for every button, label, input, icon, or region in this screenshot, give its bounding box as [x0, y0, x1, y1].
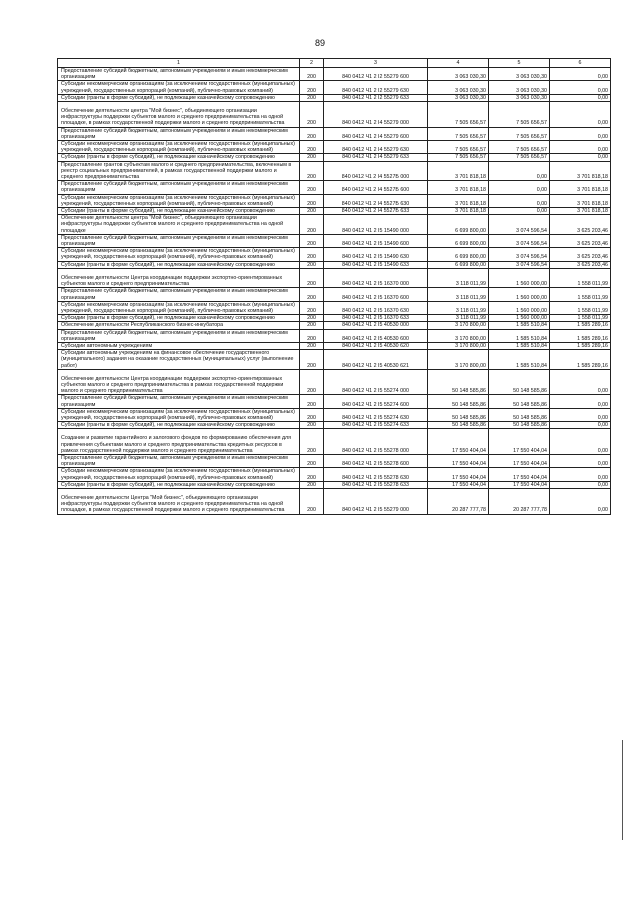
table-row: [58, 329, 611, 342]
budget-table: [57, 58, 611, 515]
row-amount-remaining: 1 558 011,99: [550, 288, 611, 301]
row-amount-total: 3 118 011,99: [428, 301, 489, 314]
row-amount-executed: 0,00: [489, 161, 550, 181]
row-name: Обеспечение деятельности Центра координации поддержки экспортно-ориентированных субъектов малого и среднего предпринимательства в рамках государственной поддержки малого и среднего предпринимательства: [58, 369, 300, 395]
table-row: [58, 488, 611, 514]
row-amount-total: 6 699 800,00: [428, 248, 489, 261]
row-kbk: 840 0412 Ч1 2 I5 16370 630: [324, 301, 428, 314]
row-amount-executed: 1 560 000,00: [489, 315, 550, 322]
row-amount-executed: 7 505 656,57: [489, 154, 550, 161]
table-row: [58, 194, 611, 207]
row-kbk: 840 0412 Ч1 2 I5 55274 630: [324, 408, 428, 421]
row-kbk: 840 0412 Ч1 2 I4 5527Б 633: [324, 208, 428, 215]
row-code: 200: [300, 322, 324, 329]
table-row: [58, 468, 611, 481]
table-row: [58, 94, 611, 101]
row-amount-total: 50 148 585,86: [428, 395, 489, 408]
row-name: Предоставление субсидий бюджетным, автономным учреждениям и иным некоммерческим организациям: [58, 234, 300, 247]
row-amount-remaining: 0,00: [550, 454, 611, 467]
row-name: Предоставление субсидий бюджетным, автономным учреждениям и иным некоммерческим организациям: [58, 454, 300, 467]
row-amount-total: 6 699 800,00: [428, 261, 489, 268]
row-name: Предоставление субсидий бюджетным, автономным учреждениям и иным некоммерческим организациям: [58, 288, 300, 301]
row-amount-remaining: 0,00: [550, 102, 611, 128]
row-kbk: 840 0412 Ч1 2 I5 16370 000: [324, 268, 428, 287]
row-amount-remaining: 3 701 818,18: [550, 194, 611, 207]
row-kbk: 840 0412 Ч1 2 I5 15490 000: [324, 215, 428, 235]
row-amount-remaining: 1 585 289,16: [550, 342, 611, 349]
row-code: 200: [300, 301, 324, 314]
table-row: [58, 268, 611, 287]
row-amount-remaining: 0,00: [550, 408, 611, 421]
row-amount-total: 17 550 404,04: [428, 468, 489, 481]
table-row: [58, 68, 611, 81]
table-row: [58, 429, 611, 455]
row-name: Предоставление субсидий бюджетным, автономным учреждениям и иным некоммерческим организациям: [58, 127, 300, 140]
row-amount-total: 3 063 030,30: [428, 81, 489, 94]
row-name: Субсидии (гранты в форме субсидий), не подлежащие казначейскому сопровождению: [58, 315, 300, 322]
row-name: Субсидии (гранты в форме субсидий), не подлежащие казначейскому сопровождению: [58, 261, 300, 268]
row-kbk: 840 0412 Ч1 2 I5 40530 620: [324, 342, 428, 349]
row-amount-executed: 3 074 596,54: [489, 261, 550, 268]
row-kbk: 840 0412 Ч1 2 I5 55278 000: [324, 429, 428, 455]
row-kbk: 840 0412 Ч1 2 I5 55278 633: [324, 481, 428, 488]
row-amount-total: 50 148 585,86: [428, 408, 489, 421]
row-amount-remaining: 0,00: [550, 94, 611, 101]
table-row: [58, 215, 611, 235]
row-kbk: 840 0412 Ч1 2 I4 5527Б 000: [324, 161, 428, 181]
row-code: 200: [300, 102, 324, 128]
row-amount-total: 17 550 404,04: [428, 481, 489, 488]
table-row: [58, 127, 611, 140]
row-amount-executed: 50 148 585,86: [489, 395, 550, 408]
table-row: [58, 234, 611, 247]
row-amount-remaining: 1 558 011,99: [550, 301, 611, 314]
row-amount-total: 3 063 030,30: [428, 94, 489, 101]
row-amount-remaining: 1 585 289,16: [550, 329, 611, 342]
row-code: 200: [300, 422, 324, 429]
row-name: Субсидии (гранты в форме субсидий), не подлежащие казначейскому сопровождению: [58, 481, 300, 488]
row-amount-total: 3 170 800,00: [428, 342, 489, 349]
row-code: 200: [300, 315, 324, 322]
row-name: Субсидии некоммерческим организациям (за исключением государственных (муниципальных) учреждений, государственных корпораций (компаний), публично-правовых компаний): [58, 468, 300, 481]
row-amount-executed: 50 148 585,86: [489, 408, 550, 421]
row-code: 200: [300, 468, 324, 481]
row-kbk: 840 0412 Ч1 2 I5 55274 000: [324, 369, 428, 395]
row-amount-remaining: 0,00: [550, 81, 611, 94]
row-amount-executed: 50 148 585,86: [489, 369, 550, 395]
row-amount-remaining: 3 625 203,46: [550, 215, 611, 235]
row-kbk: 840 0412 Ч1 2 I5 55274 633: [324, 422, 428, 429]
row-amount-executed: 0,00: [489, 208, 550, 215]
row-amount-executed: 7 505 656,57: [489, 127, 550, 140]
row-kbk: 840 0412 Ч1 2 I2 55279 633: [324, 94, 428, 101]
table-row: [58, 350, 611, 370]
row-code: 200: [300, 141, 324, 154]
row-code: 200: [300, 288, 324, 301]
row-amount-executed: 1 560 000,00: [489, 301, 550, 314]
row-code: 200: [300, 488, 324, 514]
row-amount-total: 3 701 818,18: [428, 194, 489, 207]
row-name: Обеспечение деятельности центра "Мой бизнес", объединяющего организации инфраструктуры поддержки субъектов малого и среднего предпринимательства на одной площадке: [58, 215, 300, 235]
row-amount-total: 3 118 011,99: [428, 315, 489, 322]
row-amount-remaining: 0,00: [550, 127, 611, 140]
row-name: Обеспечение деятельности центра "Мой бизнес", объединяющего организации инфраструктуры поддержки субъектов малого и среднего предпринимательства на одной площадке, в рамках государственной поддержки малого и среднего предпринимательства: [58, 102, 300, 128]
row-kbk: 840 0412 Ч1 2 I5 40530 000: [324, 322, 428, 329]
row-amount-remaining: 1 558 011,99: [550, 268, 611, 287]
row-name: Субсидии некоммерческим организациям (за исключением государственных (муниципальных) учреждений, государственных корпораций (компаний), публично-правовых компаний): [58, 408, 300, 421]
row-name: Субсидии некоммерческим организациям (за исключением государственных (муниципальных) учреждений, государственных корпораций (компаний), публично-правовых компаний): [58, 194, 300, 207]
row-amount-total: 3 170 800,00: [428, 329, 489, 342]
row-amount-total: 3 701 818,18: [428, 161, 489, 181]
row-amount-total: 7 505 656,57: [428, 102, 489, 128]
row-amount-executed: 3 074 596,54: [489, 215, 550, 235]
row-amount-executed: 0,00: [489, 194, 550, 207]
row-kbk: 840 0412 Ч1 2 I5 15490 633: [324, 261, 428, 268]
row-kbk: 840 0412 Ч1 2 I5 15490 630: [324, 248, 428, 261]
row-amount-remaining: 3 701 818,18: [550, 161, 611, 181]
row-kbk: 840 0412 Ч1 2 I5 55274 600: [324, 395, 428, 408]
row-amount-remaining: 3 701 818,18: [550, 181, 611, 194]
header-row: [58, 59, 611, 68]
row-amount-total: 3 118 011,99: [428, 288, 489, 301]
row-kbk: 840 0412 Ч1 2 I5 16370 633: [324, 315, 428, 322]
row-amount-remaining: 0,00: [550, 422, 611, 429]
row-amount-total: 3 170 800,00: [428, 322, 489, 329]
row-code: 200: [300, 350, 324, 370]
row-amount-total: 3 701 818,18: [428, 181, 489, 194]
row-name: Создание и развитие гарантийного и залогового фондов по формированию обеспечения для привлечения субъектами малого и среднего предпринимательства кредитных ресурсов в рамках государственной поддержки малого и среднего предпринимательства: [58, 429, 300, 455]
row-name: Субсидии автономным учреждениям на финансовое обеспечение государственного (муниципального) задания на оказание государственных (муниципальных) услуг (выполнение работ): [58, 350, 300, 370]
table-row: [58, 369, 611, 395]
row-code: 200: [300, 342, 324, 349]
row-name: Субсидии некоммерческим организациям (за исключением государственных (муниципальных) учреждений, государственных корпораций (компаний), публично-правовых компаний): [58, 141, 300, 154]
table-header: [58, 59, 611, 68]
row-kbk: 840 0412 Ч1 2 I4 55279 000: [324, 102, 428, 128]
row-kbk: 840 0412 Ч1 2 I5 40530 600: [324, 329, 428, 342]
row-amount-remaining: 1 585 289,16: [550, 350, 611, 370]
row-amount-executed: 20 287 777,78: [489, 488, 550, 514]
row-amount-executed: 7 505 656,57: [489, 141, 550, 154]
row-amount-executed: 7 505 656,57: [489, 102, 550, 128]
header-col-3: 3: [324, 59, 428, 68]
row-amount-executed: 17 550 404,04: [489, 429, 550, 455]
row-kbk: 840 0412 Ч1 2 I5 55278 600: [324, 454, 428, 467]
row-code: 200: [300, 234, 324, 247]
row-kbk: 840 0412 Ч1 2 I5 40530 621: [324, 350, 428, 370]
row-amount-remaining: 1 558 011,99: [550, 315, 611, 322]
row-code: 200: [300, 408, 324, 421]
row-code: 200: [300, 481, 324, 488]
header-col-2: 2: [300, 59, 324, 68]
row-amount-executed: 1 585 510,84: [489, 322, 550, 329]
row-amount-remaining: 0,00: [550, 481, 611, 488]
table-row: [58, 322, 611, 329]
row-code: 200: [300, 94, 324, 101]
row-amount-executed: 1 585 510,84: [489, 342, 550, 349]
row-amount-remaining: 0,00: [550, 468, 611, 481]
row-amount-executed: 0,00: [489, 181, 550, 194]
table-row: [58, 481, 611, 488]
row-amount-executed: 3 074 596,54: [489, 234, 550, 247]
header-col-5: 5: [489, 59, 550, 68]
row-code: 200: [300, 369, 324, 395]
row-amount-executed: 3 063 030,30: [489, 81, 550, 94]
row-amount-total: 7 505 656,57: [428, 127, 489, 140]
row-code: 200: [300, 208, 324, 215]
row-name: Предоставление субсидий бюджетным, автономным учреждениям и иным некоммерческим организациям: [58, 68, 300, 81]
row-amount-remaining: 3 625 203,46: [550, 234, 611, 247]
row-amount-remaining: 3 625 203,46: [550, 248, 611, 261]
row-code: 200: [300, 127, 324, 140]
row-kbk: 840 0412 Ч1 2 I4 55279 633: [324, 154, 428, 161]
row-name: Субсидии некоммерческим организациям (за исключением государственных (муниципальных) учреждений, государственных корпораций (компаний), публично-правовых компаний): [58, 248, 300, 261]
row-code: 200: [300, 68, 324, 81]
row-amount-total: 7 505 656,57: [428, 154, 489, 161]
row-amount-total: 3 170 800,00: [428, 350, 489, 370]
table-row: [58, 181, 611, 194]
table-row: [58, 141, 611, 154]
margin-mark: [622, 740, 623, 840]
row-amount-executed: 17 550 404,04: [489, 454, 550, 467]
row-amount-total: 3 063 030,30: [428, 68, 489, 81]
header-col-1: 1: [58, 59, 300, 68]
page-number: 89: [314, 38, 325, 48]
row-name: Предоставление субсидий бюджетным, автономным учреждениям и иным некоммерческим организациям: [58, 395, 300, 408]
row-amount-total: 3 118 011,99: [428, 268, 489, 287]
row-amount-total: 20 287 777,78: [428, 488, 489, 514]
row-kbk: 840 0412 Ч1 2 I5 15490 600: [324, 234, 428, 247]
row-kbk: 840 0412 Ч1 2 I5 16370 600: [324, 288, 428, 301]
row-name: Предоставление субсидий бюджетным, автономным учреждениям и иным некоммерческим организациям: [58, 329, 300, 342]
row-code: 200: [300, 81, 324, 94]
row-kbk: 840 0412 Ч1 2 I4 55279 600: [324, 127, 428, 140]
row-name: Субсидии некоммерческим организациям (за исключением государственных (муниципальных) учреждений, государственных корпораций (компаний), публично-правовых компаний): [58, 301, 300, 314]
table-row: [58, 102, 611, 128]
row-amount-executed: 1 560 000,00: [489, 268, 550, 287]
row-amount-executed: 17 550 404,04: [489, 481, 550, 488]
row-name: Субсидии автономным учреждениям: [58, 342, 300, 349]
row-name: Предоставление субсидий бюджетным, автономным учреждениям и иным некоммерческим организациям: [58, 181, 300, 194]
row-amount-remaining: 0,00: [550, 154, 611, 161]
table-row: [58, 248, 611, 261]
table-row: [58, 408, 611, 421]
header-col-6: 6: [550, 59, 611, 68]
table-body: [58, 68, 611, 515]
row-name: Субсидии (гранты в форме субсидий), не подлежащие казначейскому сопровождению: [58, 154, 300, 161]
row-code: 200: [300, 329, 324, 342]
row-kbk: 840 0412 Ч1 2 I5 55278 630: [324, 468, 428, 481]
row-amount-total: 17 550 404,04: [428, 454, 489, 467]
row-amount-remaining: 0,00: [550, 488, 611, 514]
row-code: 200: [300, 181, 324, 194]
row-name: Субсидии (гранты в форме субсидий), не подлежащие казначейскому сопровождению: [58, 94, 300, 101]
row-amount-remaining: 3 701 818,18: [550, 208, 611, 215]
row-amount-executed: 3 063 030,30: [489, 94, 550, 101]
table-row: [58, 161, 611, 181]
table-row: [58, 208, 611, 215]
row-kbk: 840 0412 Ч1 2 I4 55279 630: [324, 141, 428, 154]
row-code: 200: [300, 429, 324, 455]
row-name: Предоставление грантов субъектам малого и среднего предпринимательства, включенным в реестр социальных предпринимателей, в рамках государственной поддержки малого и среднего предпринимательства: [58, 161, 300, 181]
row-kbk: 840 0412 Ч1 2 I4 5527Б 600: [324, 181, 428, 194]
table-row: [58, 422, 611, 429]
row-amount-remaining: 0,00: [550, 141, 611, 154]
table-row: [58, 301, 611, 314]
row-amount-executed: 50 148 585,86: [489, 422, 550, 429]
row-amount-total: 50 148 585,86: [428, 369, 489, 395]
row-code: 200: [300, 154, 324, 161]
table-row: [58, 342, 611, 349]
table-row: [58, 315, 611, 322]
table-row: [58, 454, 611, 467]
row-code: 200: [300, 395, 324, 408]
row-amount-remaining: 0,00: [550, 395, 611, 408]
row-amount-remaining: 1 585 289,16: [550, 322, 611, 329]
row-code: 200: [300, 194, 324, 207]
row-name: Обеспечение деятельности Республиканского бизнес-инкубатора: [58, 322, 300, 329]
table-row: [58, 81, 611, 94]
row-code: 200: [300, 248, 324, 261]
row-kbk: 840 0412 Ч1 2 I5 55279 000: [324, 488, 428, 514]
row-amount-executed: 1 560 000,00: [489, 288, 550, 301]
row-kbk: 840 0412 Ч1 2 I2 55279 630: [324, 81, 428, 94]
row-amount-remaining: 0,00: [550, 429, 611, 455]
row-name: Субсидии (гранты в форме субсидий), не подлежащие казначейскому сопровождению: [58, 422, 300, 429]
row-name: Субсидии (гранты в форме субсидий), не подлежащие казначейскому сопровождению: [58, 208, 300, 215]
row-code: 200: [300, 215, 324, 235]
table-row: [58, 261, 611, 268]
row-kbk: 840 0412 Ч1 2 I4 5527Б 630: [324, 194, 428, 207]
row-kbk: 840 0412 Ч1 2 I2 55279 600: [324, 68, 428, 81]
row-name: Обеспечение деятельности Центра "Мой бизнес", объединяющего организации инфраструктуры поддержки субъектов малого и среднего предпринимательства на одной площадке, в рамках государственной поддержки малого и среднего предпринимательства: [58, 488, 300, 514]
row-amount-executed: 3 063 030,30: [489, 68, 550, 81]
row-amount-executed: 1 585 510,84: [489, 350, 550, 370]
row-name: Субсидии некоммерческим организациям (за исключением государственных (муниципальных) учреждений, государственных корпораций (компаний), публично-правовых компаний): [58, 81, 300, 94]
row-name: Обеспечение деятельности Центра координации поддержки экспортно-ориентированных субъектов малого и среднего предпринимательства: [58, 268, 300, 287]
row-amount-executed: 3 074 596,54: [489, 248, 550, 261]
table-row: [58, 288, 611, 301]
row-amount-total: 3 701 818,18: [428, 208, 489, 215]
row-amount-total: 7 505 656,57: [428, 141, 489, 154]
table-row: [58, 154, 611, 161]
row-code: 200: [300, 268, 324, 287]
row-code: 200: [300, 454, 324, 467]
row-amount-total: 6 699 800,00: [428, 215, 489, 235]
table-row: [58, 395, 611, 408]
row-amount-remaining: 0,00: [550, 369, 611, 395]
row-code: 200: [300, 161, 324, 181]
row-amount-executed: 17 550 404,04: [489, 468, 550, 481]
header-col-4: 4: [428, 59, 489, 68]
row-amount-executed: 1 585 510,84: [489, 329, 550, 342]
row-amount-total: 17 550 404,04: [428, 429, 489, 455]
row-amount-total: 6 699 800,00: [428, 234, 489, 247]
row-amount-remaining: 3 625 203,46: [550, 261, 611, 268]
row-amount-remaining: 0,00: [550, 68, 611, 81]
row-code: 200: [300, 261, 324, 268]
row-amount-total: 50 148 585,86: [428, 422, 489, 429]
